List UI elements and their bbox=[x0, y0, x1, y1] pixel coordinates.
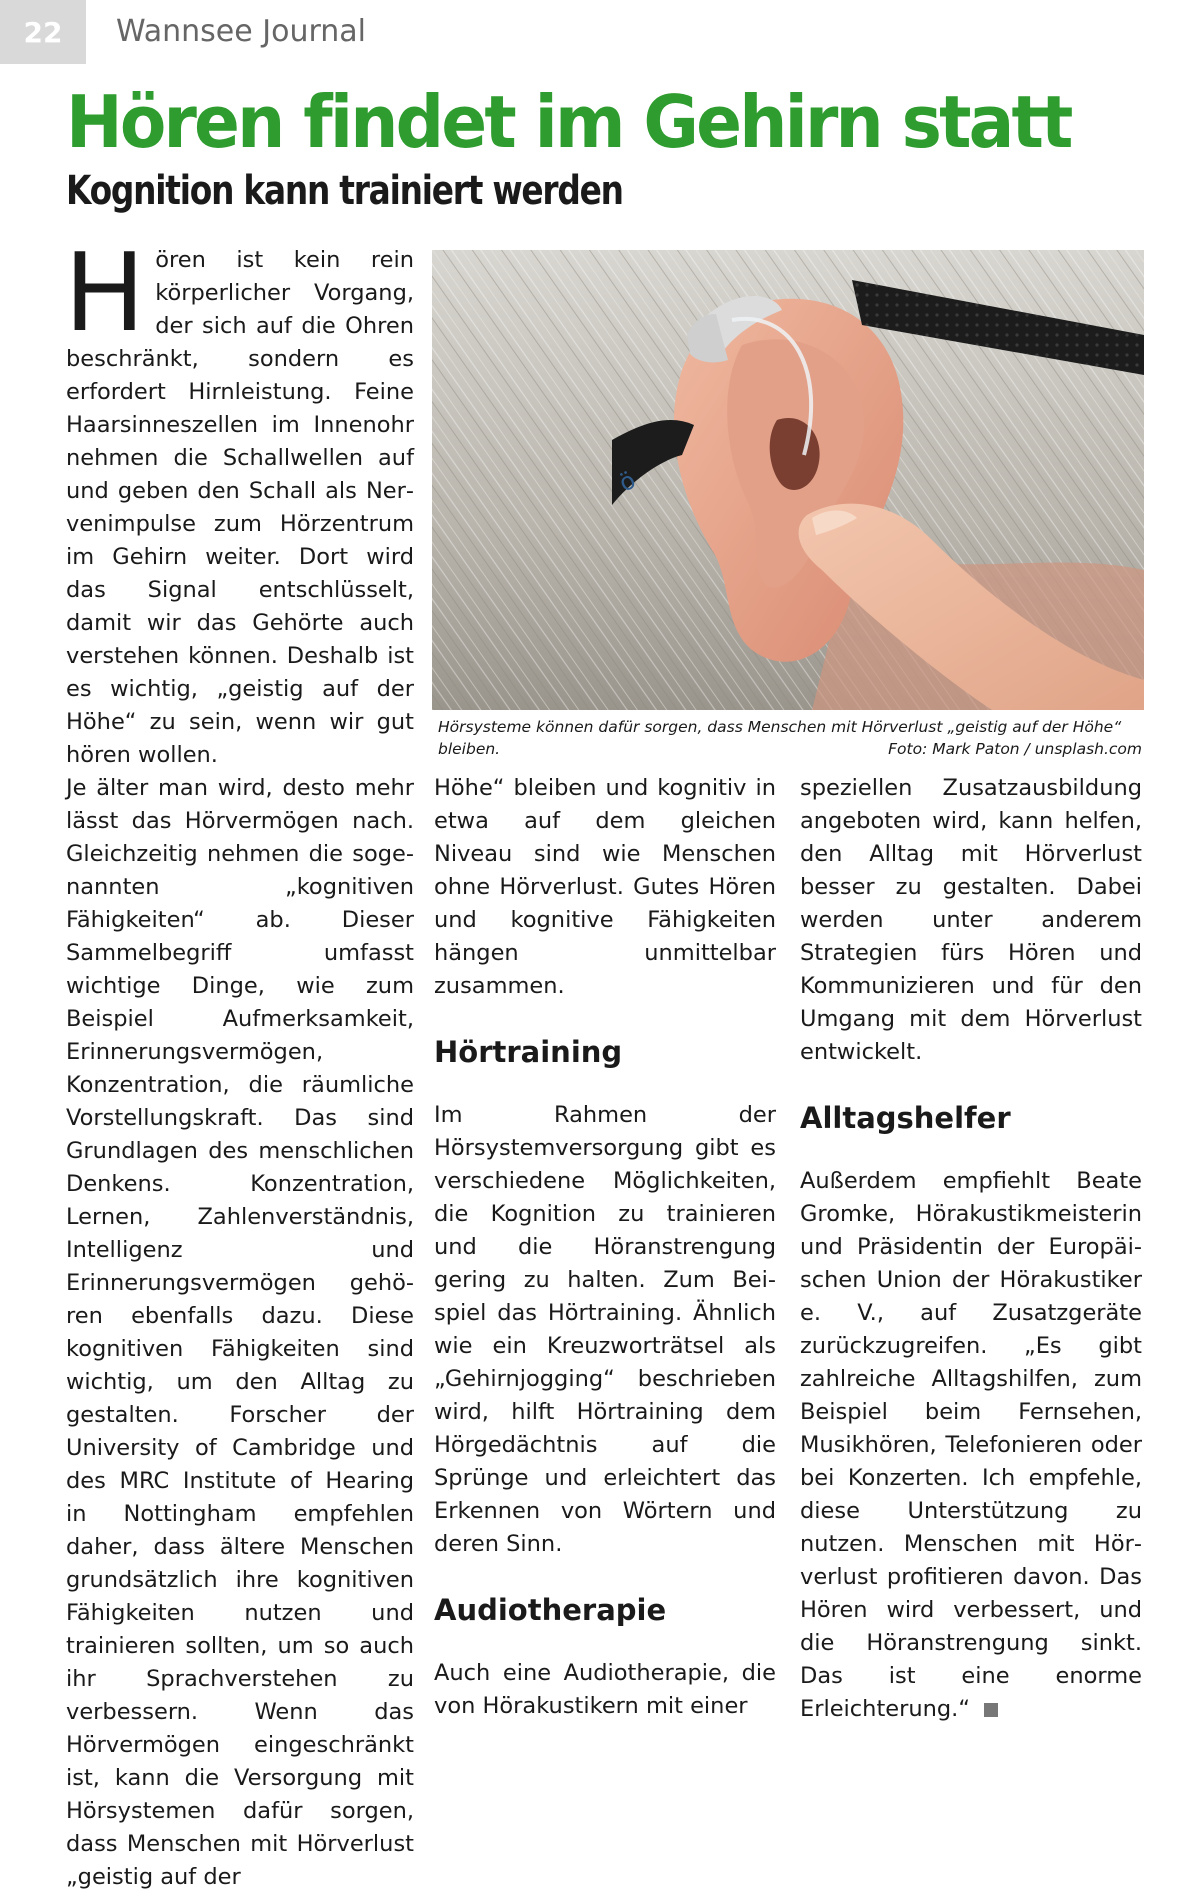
hearing-aid-illustration bbox=[432, 250, 1144, 710]
page-number: 22 bbox=[0, 0, 86, 64]
paragraph-text: Außerdem empfiehlt Beate Gromke, Hörakustikmeisterin und Präsidentin der Europäischen Union der Hörakustiker e. V., auf Zusatzgeräte zurückzugreifen. „Es gibt zahlreiche Alltagshilfen, zum Beispiel beim Fernsehen, Musikhören, Telefonieren oder bei Konzerten. Ich empfehle, diese Unterstützung zu nutzen. Menschen mit Hörverlust profitieren davon. Das Hören wird verbessert, und die Höranstrengung sinkt. Das ist eine enorme Erleichterung.“ bbox=[800, 1168, 1142, 1722]
photo-caption bbox=[438, 716, 1142, 760]
paragraph: Im Rahmen der Hörsystemversorgung gibt es verschiedene Möglichkeiten, die Kognition zu trainieren und die Höranstrengung gering zu halten. Zum Beispiel das Hörtraining. Ähnlich wie ein Kreuzworträtsel als „Gehirnjogging“ beschrieben wird, hilft Hörtraining dem Hörgedächtnis auf die Sprünge und erleichtert das Erkennen von Wörtern und deren Sinn. bbox=[434, 1102, 776, 1557]
paragraph: speziellen Zusatzausbildung angeboten wird, kann helfen, den Alltag mit Hörverlust besser zu gestalten. Dabei werden unter anderem Strategien fürs Hören und Kommunizieren und für den Umgang mit dem Hörverlust entwickelt. bbox=[800, 775, 1142, 1065]
article-column-1 bbox=[64, 231, 414, 1894]
paragraph: Auch eine Audiotherapie, die von Hörakustikern mit einer bbox=[434, 1660, 776, 1719]
section-heading-alltagshelfer: Alltagshelfer bbox=[800, 1101, 1011, 1135]
caption-text: Hörsysteme können dafür sorgen, dass Menschen mit Hörverlust „geistig auf der Höhe“ bleiben. bbox=[438, 718, 1122, 758]
article-column-3 bbox=[800, 772, 1142, 1726]
section-heading-hoertraining: Hörtraining bbox=[434, 1035, 623, 1069]
drop-cap: H bbox=[64, 231, 146, 356]
journal-name: Wannsee Journal bbox=[116, 14, 366, 49]
article-column-2 bbox=[434, 772, 776, 1723]
paragraph: Höhe“ bleiben und kognitiv in etwa auf dem gleichen Niveau sind wie Menschen ohne Hörverlust. Gutes Hören und kognitive Fähigkeiten hängen unmittelbar zusammen. bbox=[434, 775, 776, 999]
subheadline: Kognition kann trainiert werden bbox=[66, 168, 623, 214]
paragraph: Je älter man wird, desto mehr lässt das Hörvermögen nach. Gleichzeitig nehmen die sogenannten „kognitiven Fähigkeiten“ ab. Dieser Sammelbegriff umfasst wichtige Dinge, wie zum Beispiel Aufmerksamkeit, Erinnerungsvermögen, Konzentration, die räumliche Vorstellungskraft. Das sind Grundlagen des menschlichen Denkens. Konzentration, Lernen, Zahlenverständnis, Intelligenz und Erinnerungsvermögen gehören ebenfalls dazu. Diese kognitiven Fähigkeiten sind wichtig, um den Alltag zu gestalten. Forscher der University of Cambridge und des MRC Institute of Hearing in Nottingham empfehlen daher, dass ältere Menschen grundsätzlich ihre kognitiven Fähigkeiten nutzen und trainieren sollten, um so auch ihr Sprachverstehen zu verbessern. Wenn das Hörvermögen eingeschränkt ist, kann die Versorgung mit Hörsystemen dafür sorgen, dass Menschen mit Hörverlust „geistig auf der bbox=[66, 775, 414, 1890]
hearing-aid-photo bbox=[432, 250, 1144, 710]
headline: Hören findet im Gehirn statt bbox=[66, 80, 1071, 164]
paragraph bbox=[800, 1165, 1142, 1726]
section-heading-audiotherapie: Audiotherapie bbox=[434, 1593, 667, 1627]
photo-credit: Foto: Mark Paton / unsplash.com bbox=[888, 740, 1142, 758]
device-label: ö bbox=[614, 465, 640, 498]
paragraph: ören ist kein rein körperlicher Vorgang, der sich auf die Ohren beschränkt, sondern es erfordert Hirnleistung. Feine Haarsinneszellen im Innenohr nehmen die Schallwellen auf und geben den Schall als Nervenimpulse zum Hörzentrum im Gehirn weiter. Dort wird das Signal entschlüsselt, damit wir das Gehörte auch verstehen können. Deshalb ist es wichtig, „geistig auf der Höhe“ zu sein, wenn wir gut hören wollen. bbox=[66, 247, 414, 768]
end-of-article-mark bbox=[984, 1703, 998, 1717]
